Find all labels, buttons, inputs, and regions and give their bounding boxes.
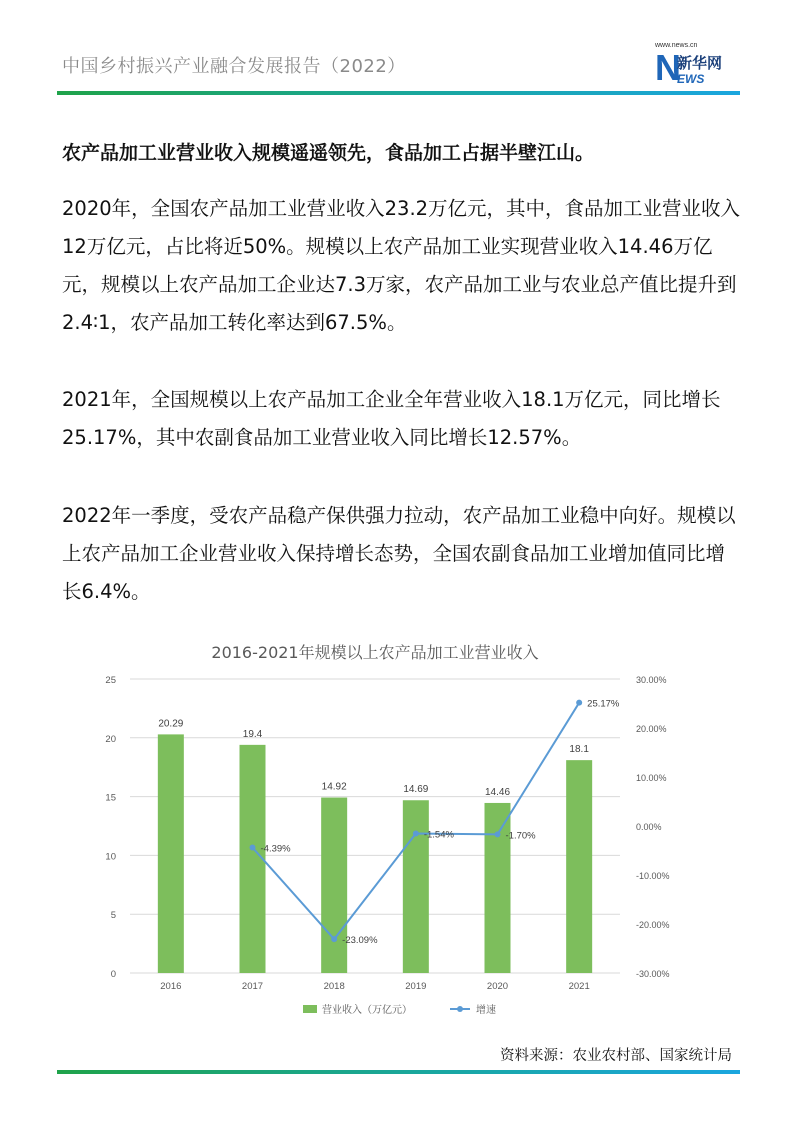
left-tick-label: 15 xyxy=(105,792,116,804)
growth-value-label: -23.09% xyxy=(342,935,378,947)
growth-point xyxy=(250,845,256,851)
report-title: 中国乡村振兴产业融合发展报告（2022） xyxy=(62,56,406,77)
right-tick-label: 10.00% xyxy=(636,773,667,783)
growth-point xyxy=(495,831,501,837)
xinhua-logo xyxy=(655,42,733,92)
logo-letter: N xyxy=(655,47,681,88)
section-heading: 农产品加工业营业收入规模遥遥领先，食品加工占据半壁江山。 xyxy=(62,142,595,164)
logo-sub: EWS xyxy=(677,72,705,86)
data-source: 资料来源：农业农村部、国家统计局 xyxy=(500,1048,732,1064)
revenue-bar xyxy=(485,803,511,973)
bar-value-label: 20.29 xyxy=(158,718,184,730)
right-tick-label: -10.00% xyxy=(636,871,670,881)
paragraph-2020: 2020年，全国农产品加工业营业收入23.2万亿元，其中，食品加工业营业收入12万亿元，占比将近50%。规模以上农产品加工业实现营业收入14.46万亿元，规模以上农产品加工企业达7.3万家，农产品加工业与农业总产值比提升到2.4∶1，农产品加工转化率达到67.5%。 xyxy=(62,197,741,334)
left-tick-label: 25 xyxy=(105,675,116,686)
revenue-bar xyxy=(321,798,347,973)
growth-point xyxy=(576,700,582,706)
logo-url: www.news.cn xyxy=(655,42,698,49)
logo-brand: 新华网 xyxy=(677,54,723,72)
right-tick-label: -20.00% xyxy=(636,920,670,930)
growth-value-label: -1.54% xyxy=(423,829,454,841)
left-tick-label: 10 xyxy=(105,851,116,863)
paragraph-2021: 2021年，全国规模以上农产品加工企业全年营业收入18.1万亿元，同比增长25.17%，其中农副食品加工业营业收入同比增长12.57%。 xyxy=(62,388,721,449)
legend-line-marker xyxy=(457,1006,463,1012)
category-label: 2016 xyxy=(160,981,182,992)
category-label: 2021 xyxy=(568,981,590,992)
footer-divider xyxy=(57,1070,740,1074)
revenue-chart xyxy=(85,630,685,1030)
revenue-bar xyxy=(403,800,429,973)
right-tick-label: 30.00% xyxy=(636,675,667,685)
revenue-chart-svg xyxy=(85,630,685,1030)
revenue-bar xyxy=(158,734,184,973)
bar-value-label: 14.69 xyxy=(403,784,429,796)
right-tick-label: -30.00% xyxy=(636,969,670,979)
legend-bar-swatch xyxy=(303,1005,317,1013)
legend-line-label: 增速 xyxy=(476,1005,496,1016)
growth-point xyxy=(413,831,419,837)
growth-value-label: 25.17% xyxy=(587,698,620,710)
bar-value-label: 18.1 xyxy=(569,744,589,756)
revenue-bar xyxy=(566,760,592,973)
growth-value-label: -4.39% xyxy=(260,843,291,855)
header-divider xyxy=(57,91,740,95)
right-tick-label: 20.00% xyxy=(636,724,667,734)
left-tick-label: 5 xyxy=(110,910,116,922)
left-tick-label: 20 xyxy=(105,733,116,745)
category-label: 2017 xyxy=(241,981,264,992)
bar-value-label: 14.46 xyxy=(484,786,511,798)
category-label: 2019 xyxy=(405,981,427,992)
category-label: 2018 xyxy=(323,981,345,992)
growth-point xyxy=(331,936,337,942)
chart-title: 2016-2021年规模以上农产品加工业营业收入 xyxy=(211,643,539,662)
right-tick-label: 0.00% xyxy=(636,822,662,832)
bar-value-label: 19.4 xyxy=(242,728,263,740)
legend-bar-label: 营业收入（万亿元） xyxy=(322,1005,412,1016)
growth-value-label: -1.70% xyxy=(505,830,536,842)
category-label: 2020 xyxy=(486,981,509,992)
bar-value-label: 14.92 xyxy=(321,781,347,793)
left-tick-label: 0 xyxy=(110,969,116,980)
paragraph-2022: 2022年一季度，受农产品稳产保供强力拉动，农产品加工业稳中向好。规模以上农产品加工企业营业收入保持增长态势，全国农副食品加工业增加值同比增长6.4%。 xyxy=(62,504,736,603)
